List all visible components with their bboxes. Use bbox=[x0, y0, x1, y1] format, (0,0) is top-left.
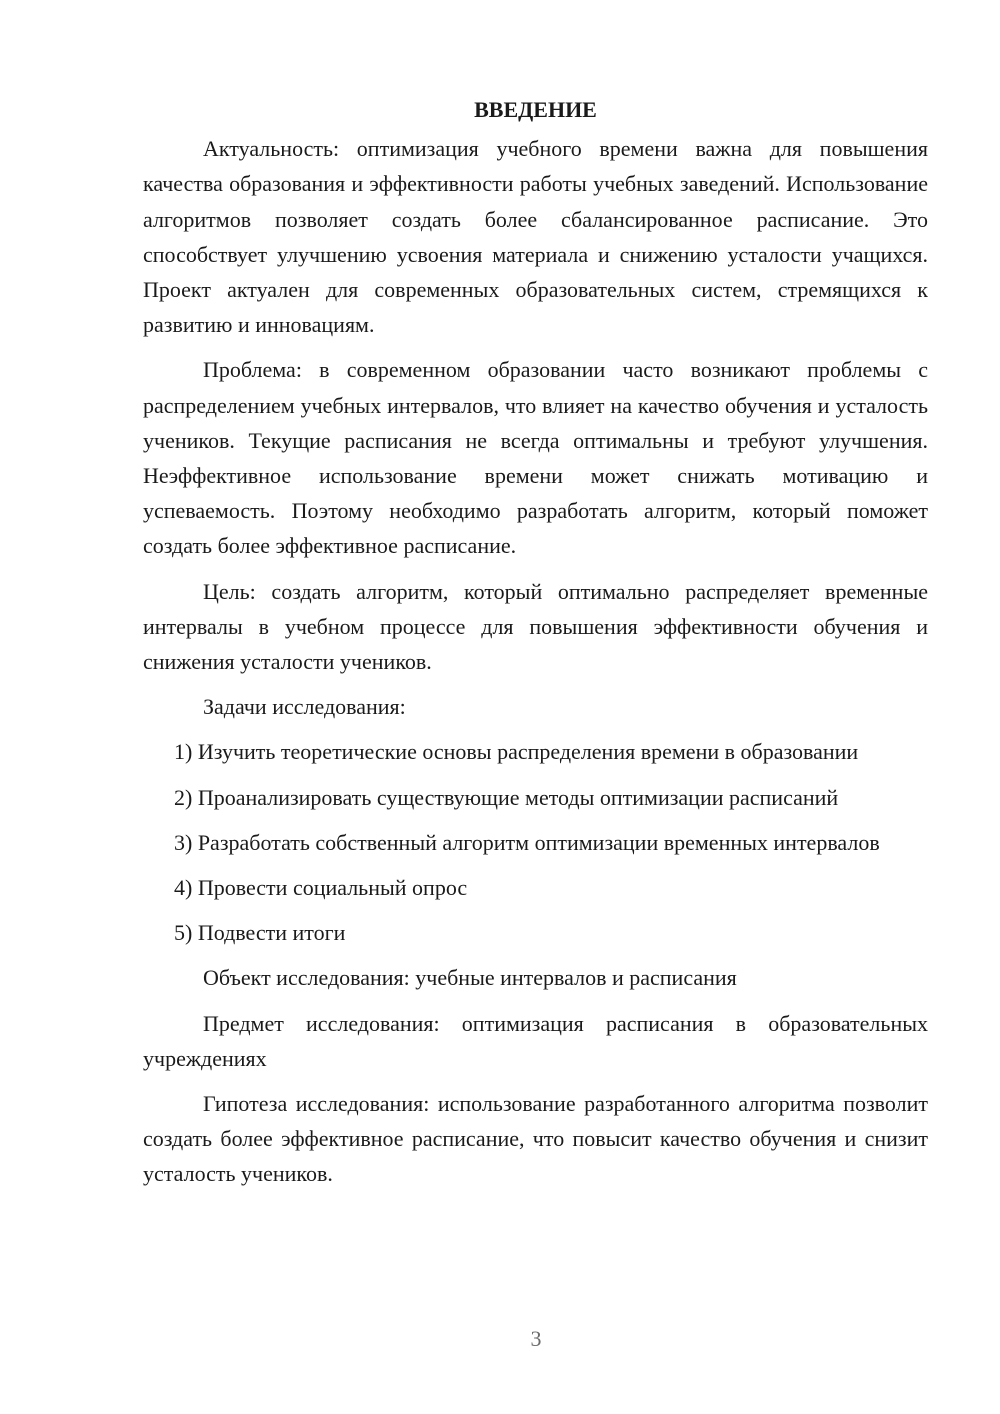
document-page bbox=[143, 92, 928, 1202]
paragraph-relevance: Актуальность: оптимизация учебного времени важна для повышения качества образования и эффективности работы учебных заведений. Использование алгоритмов позволяет создать более сбалансированное расписание. Это способствует улучшению усвоения материала и снижению усталости учащихся. Проект актуален для современных образовательных систем, стремящихся к развитию и инновациям. bbox=[143, 136, 928, 338]
tasks-list bbox=[143, 734, 928, 950]
paragraph-hypothesis: Гипотеза исследования: использование разработанного алгоритма позволит создать более эффективное расписание, что повысит качество обучения и снизит усталость учеников. bbox=[143, 1091, 928, 1187]
paragraph-subject: Предмет исследования: оптимизация расписания в образовательных учреждениях bbox=[143, 1010, 928, 1071]
page-title: ВВЕДЕНИЕ bbox=[474, 97, 597, 122]
list-item: 5) Подвести итоги bbox=[174, 920, 346, 946]
list-item: 3) Разработать собственный алгоритм оптимизации временных интервалов bbox=[174, 829, 880, 855]
list-item: 1) Изучить теоретические основы распределения времени в образовании bbox=[174, 739, 859, 765]
list-item: 2) Проанализировать существующие методы оптимизации расписаний bbox=[174, 784, 839, 810]
tasks-heading: Задачи исследования: bbox=[203, 694, 406, 720]
page-number: 3 bbox=[530, 1326, 542, 1351]
list-item: 4) Провести социальный опрос bbox=[174, 875, 468, 901]
paragraph-problem: Проблема: в современном образовании часто возникают проблемы с распределением учебных интервалов, что влияет на качество обучения и усталость учеников. Текущие расписания не всегда оптимальны и требуют улучшения. Неэффективное использование времени может снижать мотивацию и успеваемость. Поэтому необходимо разработать алгоритм, который поможет создать более эффективное расписание. bbox=[143, 357, 928, 559]
paragraph-object: Объект исследования: учебные интервалов и расписания bbox=[203, 965, 737, 991]
paragraph-goal: Цель: создать алгоритм, который оптимально распределяет временные интервалы в учебном процессе для повышения эффективности обучения и снижения усталости учеников. bbox=[143, 578, 928, 675]
